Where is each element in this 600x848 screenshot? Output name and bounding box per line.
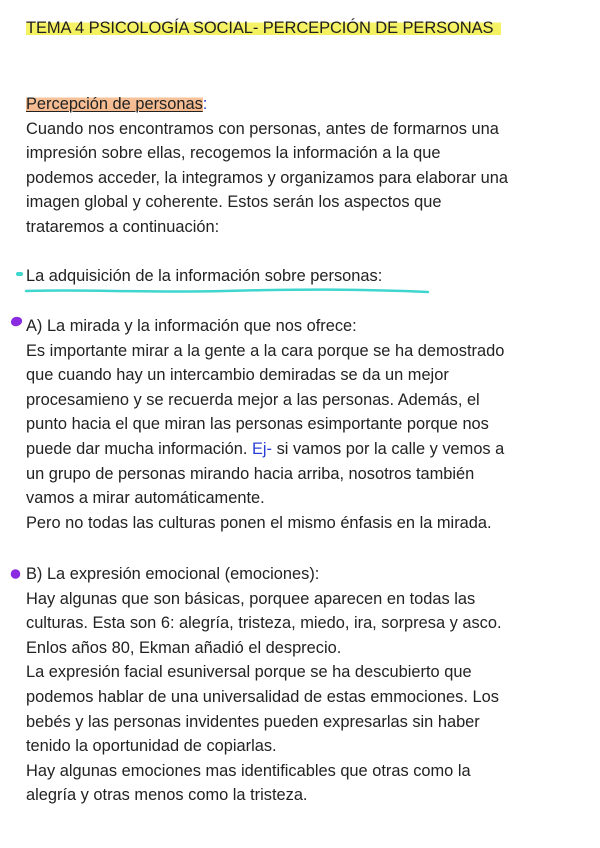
page-title: TEMA 4 PSICOLOGÍA SOCIAL- PERCEPCIÓN DE PERSONAS	[26, 19, 501, 37]
paragraph-line: Cuando nos encontramos con personas, antes de formarnos una	[26, 119, 499, 138]
line-post-text: si vamos por la calle y vemos a	[272, 439, 505, 458]
paragraph-line: alegría y otras menos como la tristeza.	[26, 786, 308, 805]
paragraph-line: Enlos años 80, Ekman añadió el desprecio.	[26, 638, 342, 657]
paragraph-line: La expresión facial esuniversal porque se ha descubierto que	[26, 663, 472, 682]
section-b-heading: B) La expresión emocional (emociones):	[26, 565, 320, 583]
purple-marker-icon	[10, 568, 22, 580]
paragraph-line: un grupo de personas mirando hacia arriba, nosotros también	[26, 464, 475, 483]
section-heading-adquisicion	[26, 264, 382, 289]
purple-marker-icon	[10, 316, 24, 328]
paragraph-line: Es importante mirar a la gente a la cara porque se ha demostrado	[26, 341, 505, 360]
heading-colon: :	[202, 95, 208, 113]
section-a-mirada	[26, 314, 581, 535]
paragraph-line: procesamieno y se recuerda mejor a las personas. Además, el	[26, 390, 480, 409]
paragraph-line: Pero no todas las culturas ponen el mismo énfasis en la mirada.	[26, 513, 492, 532]
section-adquisicion	[26, 264, 581, 289]
cyan-underline-stroke	[24, 287, 430, 295]
paragraph-line: culturas. Esta son 6: alegría, tristeza, miedo, ira, sorpresa y asco.	[26, 614, 502, 633]
paragraph-line: podemos hablar de una universalidad de estas emmociones. Los	[26, 687, 499, 706]
paragraph-line: podemos acceder, la integramos y organizamos para elaborar una	[26, 168, 508, 187]
paragraph-line: Hay algunas emociones mas identificables que otras como la	[26, 761, 471, 780]
paragraph-line: vamos a mirar automáticamente.	[26, 489, 265, 508]
heading-highlighted-text: Percepción de personas	[26, 95, 203, 113]
cyan-dot-marker-icon	[16, 272, 24, 278]
title-block	[26, 17, 501, 39]
section-percepcion	[26, 92, 581, 240]
paragraph-line: bebés y las personas invidentes pueden expresarlas sin haber	[26, 712, 480, 731]
example-marker: Ej-	[251, 439, 273, 458]
paragraph-line: trataremos a continuación:	[26, 217, 220, 236]
section-a-heading: A) La mirada y la información que nos ofrece:	[26, 317, 357, 335]
line-pre-text: puede dar mucha información.	[26, 439, 252, 458]
heading-adquisicion-text: La adquisición de la información sobre personas:	[26, 267, 383, 285]
paragraph-line: impresión sobre ellas, recogemos la información a la que	[26, 144, 441, 163]
paragraph-line-with-example	[26, 437, 581, 462]
paragraph-line: Hay algunas que son básicas, porquee aparecen en todas las	[26, 589, 476, 608]
paragraph-line: tenido la oportunidad de copiarlas.	[26, 737, 277, 756]
paragraph-line: imagen global y coherente. Estos serán los aspectos que	[26, 193, 442, 212]
section-heading-percepcion	[26, 92, 581, 117]
paragraph-line: punto hacia el que miran las personas esimportante porque nos	[26, 415, 489, 434]
section-b-expresion	[26, 562, 581, 808]
paragraph-line: que cuando hay un intercambio demiradas se da un mejor	[26, 366, 449, 385]
